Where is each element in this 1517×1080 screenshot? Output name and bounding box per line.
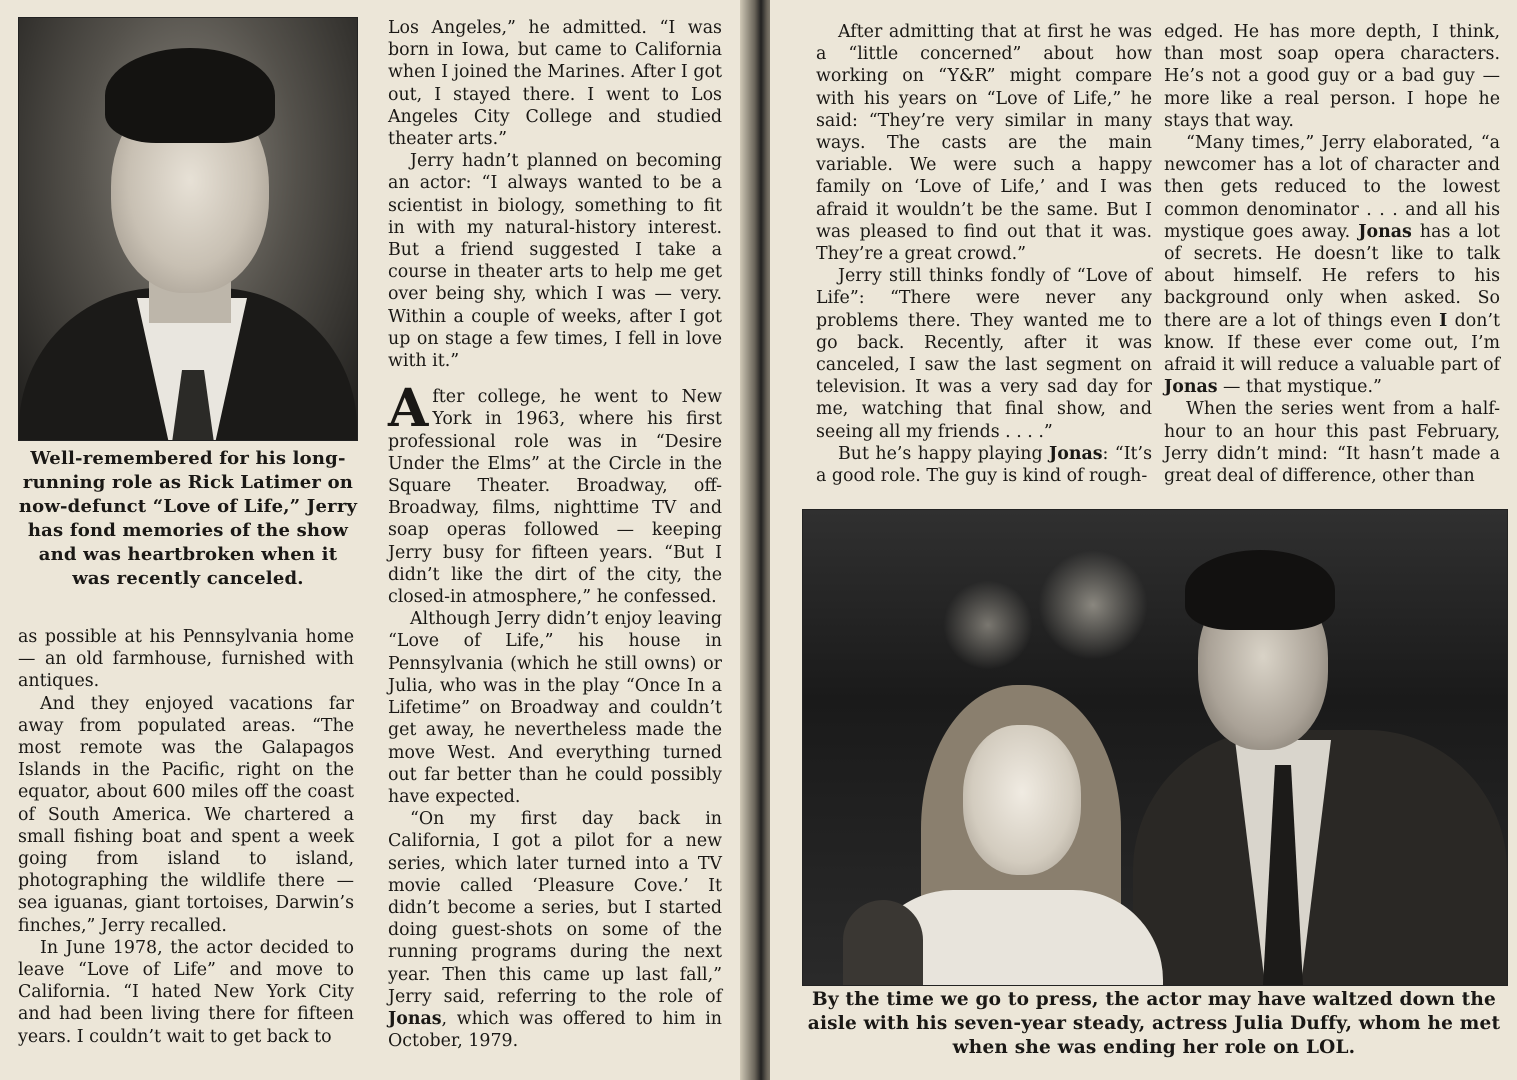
caption-show-abbrev: LOL xyxy=(1305,1037,1349,1058)
left-page xyxy=(0,0,752,1080)
drop-cap: A xyxy=(388,378,429,440)
couple-caption: By the time we go to press, the actor may have waltzed down the aisle with his seven-year steady, actress Julia Duffy, whom he met when she was ending her role on LOL. xyxy=(807,989,1501,1058)
portrait-caption: Well-remembered for his long-running role as Rick Latimer on now-defunct “Love of Life,” Jerry has fond memories of the show and was heartbroken when it was recently canceled. xyxy=(18,448,358,589)
paragraph: Jerry still thinks fondly of “Love of Life”: “There were never any problems there. They wanted me to go back. Recently, after it was canceled, I saw the last segment on television. It was a very sad day for me, watching that final show, and seeing all my friends . . . .” xyxy=(816,266,1152,442)
paragraph: as possible at his Pennsylvania home — an old farmhouse, furnished with antiques. xyxy=(18,627,354,692)
paragraph: When the series went from a half-hour to an hour this past February, Jerry didn’t mind: “It hasn’t made a great deal of difference, other than xyxy=(1164,399,1500,487)
paragraph: After admitting that at first he was a “little concerned” about how working on “Y&R” might compare with his years on “Love of Life,” he said: “They’re very similar in many ways. The casts are the main variable. We were such a happy family on ‘Love of Life,’ and I was afraid it wouldn’t be the same. But I was pleased to find out that it was. They’re a great crowd.” xyxy=(816,22,1152,265)
paragraph: But he’s happy playing Jonas: “It’s a good role. The guy is kind of rough- xyxy=(816,443,1153,487)
paragraph-dropcap: After college, he went to New York in 1963, where his first professional role was in “Desire Under the Elms” at the Circle in the Square Theater. Broadway, off-Broadway, films, nighttime TV and soap operas followed — keeping Jerry busy for fifteen years. “But I didn’t like the dirt of the city, the closed-in atmosphere,” he confessed. xyxy=(388,378,722,608)
right-column-1 xyxy=(816,21,1152,487)
right-column-2 xyxy=(1164,21,1500,487)
paragraph: “Many times,” Jerry elaborated, “a newcomer has a lot of character and then gets reduced to the lowest common denominator . . . and all his mystique goes away. Jonas has a lot of secrets. He doesn’t like to talk about himself. He refers to his background only when asked. So there are a lot of things even I don’t know. If these ever come out, I’m afraid it will reduce a valuable part of Jonas — that mystique.” xyxy=(1164,133,1501,398)
left-column-2 xyxy=(388,17,722,1052)
caption-character-name: Rick Latimer xyxy=(187,472,322,493)
paragraph: Jerry hadn’t planned on becoming an actor: “I always wanted to be a scientist in biology, something to fit in with my natural-history interest. But a friend suggested I take a course in theater arts to help me get over being shy, which I was — very. Within a couple of weeks, after I got up on stage a few times, I fell in love with it.” xyxy=(388,151,722,372)
paragraph: “On my first day back in California, I got a pilot for a new series, which later turned into a TV movie called ‘Pleasure Cove.’ It didn’t become a series, but I started doing guest-shots on some of the running programs during the next year. Then this came up last fall,” Jerry said, referring to the role of Jonas, which was offered to him in October, 1979. xyxy=(388,809,722,1052)
right-page xyxy=(770,0,1517,1080)
couple-photo xyxy=(802,509,1508,986)
left-column-1 xyxy=(18,626,354,1048)
paragraph: In June 1978, the actor decided to leave “Love of Life” and move to California. “I hated New York City and had been living there for fifteen years. I couldn’t wait to get back to xyxy=(18,937,354,1047)
paragraph: And they enjoyed vacations far away from populated areas. “The most remote was the Galapagos Islands in the Pacific, right on the equator, about 600 miles off the coast of South America. We chartered a small fishing boat and spent a week going from island to island, photographing the wildlife there — sea iguanas, giant tortoises, Darwin’s finches,” Jerry recalled. xyxy=(18,693,354,936)
paragraph: edged. He has more depth, I think, than most soap opera characters. He’s not a good guy or a bad guy — more like a real person. I hope he stays that way. xyxy=(1164,22,1500,131)
portrait-photo xyxy=(18,17,358,441)
paragraph: Although Jerry didn’t enjoy leaving “Love of Life,” his house in Pennsylvania (which he still owns) or Julia, who was in the play “Once In a Lifetime” on Broadway and couldn’t get away, he nevertheless made the move West. And everything turned out far better than he could possibly have expected. xyxy=(388,609,722,807)
paragraph: Los Angeles,” he admitted. “I was born in Iowa, but came to California when I joined the Marines. After I got out, I stayed there. I went to Los Angeles City College and studied theater arts.” xyxy=(388,18,722,150)
